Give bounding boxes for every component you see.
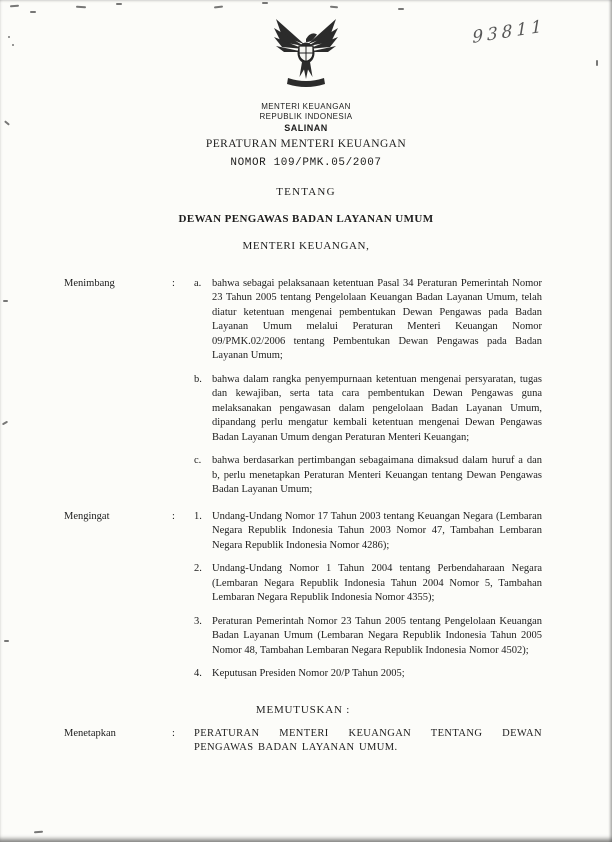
- enactment-text: PERATURAN MENTERI KEUANGAN TENTANG DEWAN PENGAWAS BADAN LAYANAN UMUM.: [194, 727, 542, 754]
- item-text: Undang-Undang Nomor 1 Tahun 2004 tentang Perbendaharaan Negara (Lembaran Negara Republik Indonesia Tahun 2004 Nomor 5, Tambahan Lembaran Negara Republik Indonesia Nomor 4355);: [212, 563, 542, 604]
- section-label: Mengingat: [64, 510, 110, 522]
- item-marker: b.: [194, 373, 202, 385]
- scan-artifact: [34, 831, 43, 834]
- legal-basis-item: [194, 562, 542, 605]
- issuer-line: MENTERI KEUANGAN,: [242, 240, 370, 252]
- section-label: Menetapkan: [64, 727, 116, 739]
- country-name: REPUBLIK INDONESIA: [259, 112, 353, 121]
- enactment-item: [194, 727, 542, 756]
- section-menimbang: [64, 277, 542, 507]
- consideration-item: [194, 373, 542, 445]
- ministry-name: MENTERI KEUANGAN: [261, 102, 351, 111]
- item-text: bahwa sebagai pelaksanaan ketentuan Pasal 34 Peraturan Pemerintah Nomor 23 Tahun 2005 tentang Pengelolaan Keuangan Badan Layanan Umum, telah diatur ketentuan mengenai pembentukan Dewan Pengawas pada Badan Layanan Umum melalui Peraturan Menteri Keuangan Nomor 09/PMK.02/2006 tentang Pembentukan Dewan Pengawas pada Badan Layanan Umum;: [212, 278, 542, 362]
- item-text: Keputusan Presiden Nomor 20/P Tahun 2005;: [212, 668, 405, 680]
- legal-basis-item: [194, 615, 542, 658]
- scan-artifact: [116, 3, 122, 5]
- scan-artifact: [12, 44, 14, 46]
- item-marker: 3.: [194, 615, 202, 627]
- section-colon: :: [172, 727, 175, 739]
- scan-artifact: [3, 300, 8, 302]
- section-colon: :: [172, 510, 175, 522]
- document-body: [64, 277, 542, 756]
- scan-artifact: [30, 11, 36, 13]
- scan-artifact: [398, 8, 404, 10]
- document-type: PERATURAN MENTERI KEUANGAN: [205, 138, 407, 150]
- about-label: TENTANG: [276, 186, 336, 198]
- item-marker: c.: [194, 455, 202, 467]
- item-text: Peraturan Pemerintah Nomor 23 Tahun 2005 tentang Pengelolaan Keuangan Badan Layanan Umum (Lembaran Negara Republik Indonesia Tahun 2005 Nomor 48, Tambahan Lembaran Negara Republik Indonesia Nomor 4502);: [212, 615, 542, 656]
- document-subject: DEWAN PENGAWAS BADAN LAYANAN UMUM: [178, 213, 434, 225]
- item-text: Undang-Undang Nomor 17 Tahun 2003 tentang Keuangan Negara (Lembaran Negara Republik Indonesia Tahun 2003 Nomor 47, Tambahan Lembaran Negara Republik Indonesia Nomor 4286);: [212, 510, 542, 551]
- item-marker: 1.: [194, 510, 202, 522]
- legal-basis-item: [194, 510, 542, 553]
- copy-stamp: SALINAN: [284, 123, 328, 133]
- scan-artifact: [2, 421, 8, 426]
- item-text: bahwa dalam rangka penyempurnaan ketentuan mengenai persyaratan, tugas dan kewajiban, serta tata cara pembentukan Dewan Pengawas guna melaksanakan pengawasan dalam pengelolaan Badan Layanan Umum, dipandang perlu mengatur kembali ketentuan mengenai Dewan Pengawas Badan Layanan Umum dengan Peraturan Menteri Keuangan;: [212, 373, 542, 443]
- decision-heading: MEMUTUSKAN :: [255, 703, 351, 716]
- item-text: bahwa berdasarkan pertimbangan sebagaimana dimaksud dalam huruf a dan b, perlu menetapkan Peraturan Menteri Keuangan tentang Dewan Pengawas Badan Layanan Umum;: [212, 455, 542, 496]
- item-marker: 4.: [194, 668, 202, 680]
- handwritten-number: 93811: [472, 16, 546, 48]
- garuda-emblem-icon: [0, 0, 612, 98]
- scan-artifact: [262, 2, 268, 4]
- scan-artifact: [596, 60, 598, 66]
- item-marker: 2.: [194, 563, 202, 575]
- section-colon: :: [172, 278, 175, 289]
- section-menetapkan: [64, 727, 542, 756]
- legal-basis-item: [194, 667, 542, 681]
- consideration-item: [194, 454, 542, 497]
- scan-artifact: [4, 640, 9, 642]
- scan-artifact: [8, 36, 10, 38]
- document-number: NOMOR 109/PMK.05/2007: [230, 157, 382, 169]
- consideration-item: [194, 277, 542, 364]
- letterhead: [0, 102, 612, 252]
- section-mengingat: [64, 510, 542, 691]
- item-marker: a.: [194, 278, 202, 289]
- section-label: Menimbang: [64, 278, 115, 289]
